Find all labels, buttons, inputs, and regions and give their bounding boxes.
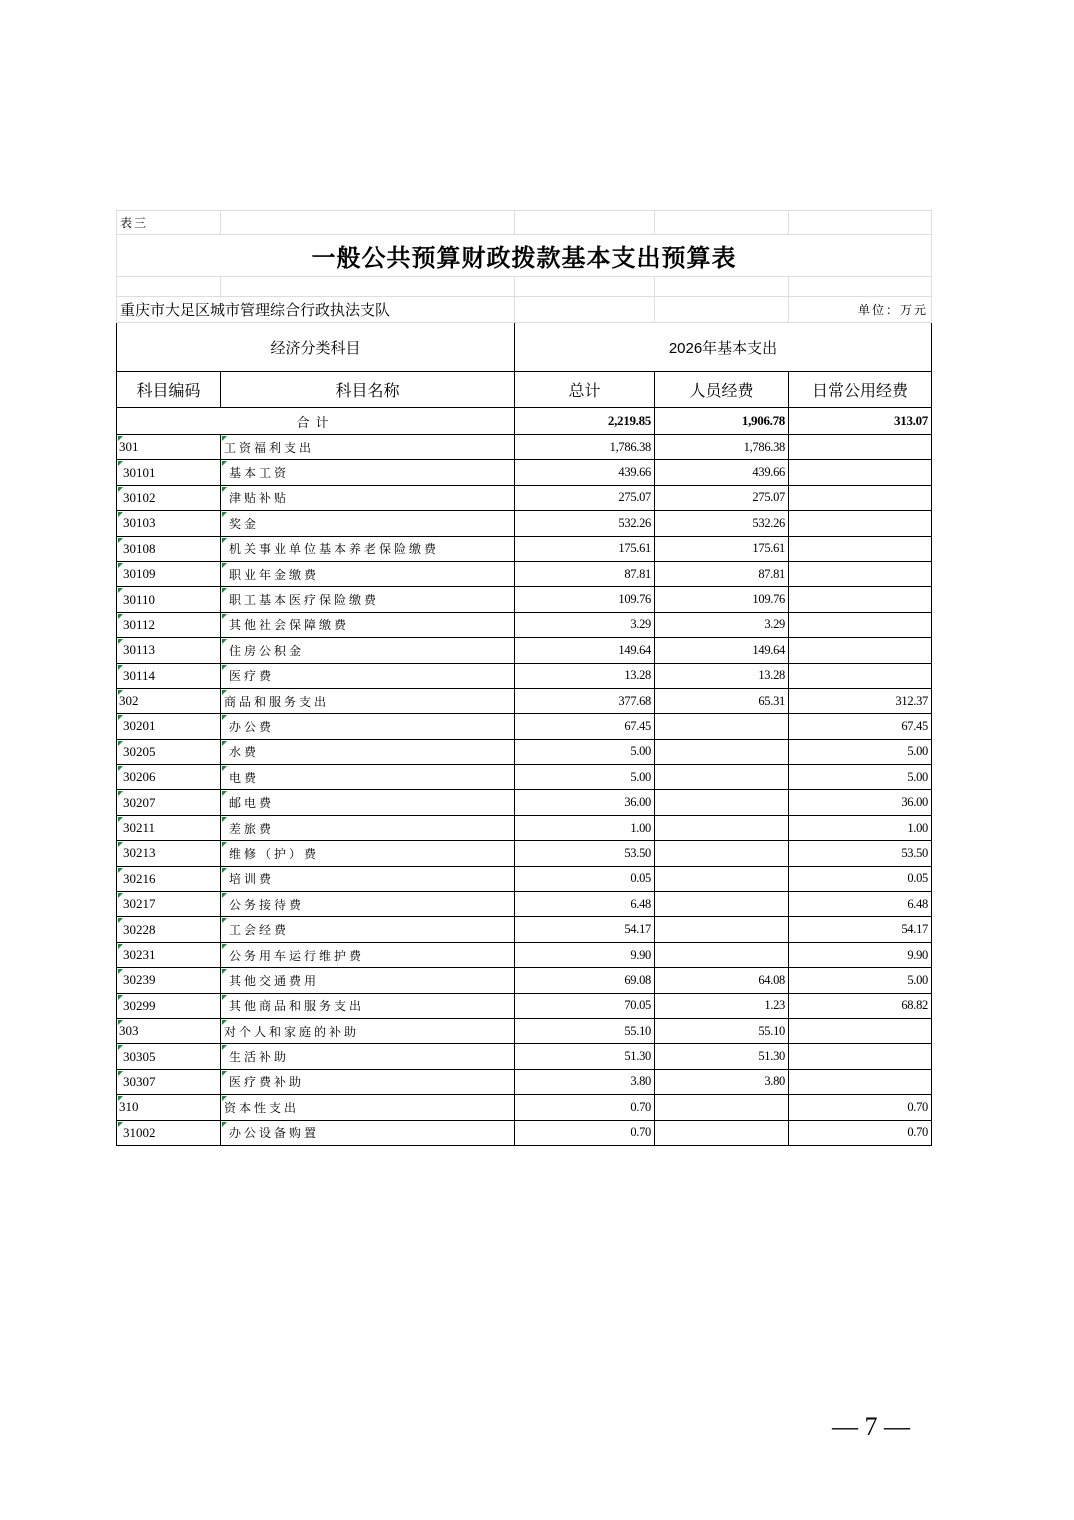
table-row <box>117 765 932 790</box>
row-public: 0.70 <box>789 1095 932 1120</box>
header-name: 科目名称 <box>221 372 515 408</box>
table-row <box>117 688 932 713</box>
row-name: 其他交通费用 <box>221 968 515 993</box>
row-name: 工资福利支出 <box>221 435 515 460</box>
row-total: 0.70 <box>515 1120 655 1145</box>
header-public: 日常公用经费 <box>789 372 932 408</box>
row-total: 3.29 <box>515 612 655 637</box>
table-row <box>117 1095 932 1120</box>
row-total: 9.90 <box>515 942 655 967</box>
row-public <box>789 511 932 536</box>
row-name: 住房公积金 <box>221 638 515 663</box>
row-total: 55.10 <box>515 1018 655 1043</box>
row-code: 30305 <box>117 1044 221 1069</box>
unit-label: 单位：万元 <box>789 297 932 323</box>
row-personnel: 65.31 <box>655 688 789 713</box>
row-personnel: 51.30 <box>655 1044 789 1069</box>
row-total: 5.00 <box>515 765 655 790</box>
row-total: 67.45 <box>515 714 655 739</box>
header-code: 科目编码 <box>117 372 221 408</box>
row-code: 30113 <box>117 638 221 663</box>
table-row <box>117 1018 932 1043</box>
row-public <box>789 1069 932 1094</box>
table-row <box>117 511 932 536</box>
row-code: 30201 <box>117 714 221 739</box>
row-public <box>789 485 932 510</box>
row-personnel <box>655 892 789 917</box>
row-personnel <box>655 1095 789 1120</box>
row-public: 5.00 <box>789 739 932 764</box>
row-personnel: 175.61 <box>655 536 789 561</box>
row-code: 30101 <box>117 460 221 485</box>
row-code: 30211 <box>117 815 221 840</box>
row-personnel: 275.07 <box>655 485 789 510</box>
row-total: 70.05 <box>515 993 655 1018</box>
table-row <box>117 536 932 561</box>
page-title: 一般公共预算财政拨款基本支出预算表 <box>117 235 932 277</box>
row-total: 275.07 <box>515 485 655 510</box>
table-row <box>117 460 932 485</box>
total-personnel: 1,906.78 <box>655 408 789 435</box>
row-code: 30231 <box>117 942 221 967</box>
row-personnel <box>655 815 789 840</box>
row-code: 30110 <box>117 587 221 612</box>
table-row <box>117 841 932 866</box>
row-name: 商品和服务支出 <box>221 688 515 713</box>
header-total: 总计 <box>515 372 655 408</box>
header-year-basic: 2026年基本支出 <box>515 323 932 372</box>
row-personnel: 1,786.38 <box>655 435 789 460</box>
row-code: 30228 <box>117 917 221 942</box>
budget-sheet <box>116 210 931 1146</box>
row-personnel: 55.10 <box>655 1018 789 1043</box>
row-code: 303 <box>117 1018 221 1043</box>
row-total: 54.17 <box>515 917 655 942</box>
row-name: 职工基本医疗保险缴费 <box>221 587 515 612</box>
table-row <box>117 892 932 917</box>
row-personnel: 64.08 <box>655 968 789 993</box>
row-total: 0.05 <box>515 866 655 891</box>
row-name: 公务用车运行维护费 <box>221 942 515 967</box>
row-public: 9.90 <box>789 942 932 967</box>
row-code: 30114 <box>117 663 221 688</box>
table-row <box>117 739 932 764</box>
row-public: 0.70 <box>789 1120 932 1145</box>
row-total: 149.64 <box>515 638 655 663</box>
row-name: 培训费 <box>221 866 515 891</box>
row-code: 30299 <box>117 993 221 1018</box>
row-total: 109.76 <box>515 587 655 612</box>
row-name: 办公设备购置 <box>221 1120 515 1145</box>
row-personnel: 3.80 <box>655 1069 789 1094</box>
budget-table <box>116 210 932 1146</box>
row-code: 30205 <box>117 739 221 764</box>
row-name: 医疗费 <box>221 663 515 688</box>
table-row <box>117 714 932 739</box>
header-econ-class: 经济分类科目 <box>117 323 515 372</box>
row-total: 36.00 <box>515 790 655 815</box>
row-code: 30112 <box>117 612 221 637</box>
row-total: 3.80 <box>515 1069 655 1094</box>
row-personnel: 439.66 <box>655 460 789 485</box>
row-public: 312.37 <box>789 688 932 713</box>
row-public: 67.45 <box>789 714 932 739</box>
row-code: 31002 <box>117 1120 221 1145</box>
row-code: 302 <box>117 688 221 713</box>
total-total: 2,219.85 <box>515 408 655 435</box>
table-tag: 表三 <box>117 211 221 235</box>
total-row <box>117 408 932 435</box>
row-total: 51.30 <box>515 1044 655 1069</box>
table-row <box>117 1069 932 1094</box>
page-number: — 7 — <box>832 1412 910 1441</box>
table-row <box>117 815 932 840</box>
row-total: 439.66 <box>515 460 655 485</box>
row-name: 对个人和家庭的补助 <box>221 1018 515 1043</box>
row-personnel: 109.76 <box>655 587 789 612</box>
row-public: 6.48 <box>789 892 932 917</box>
table-row <box>117 1044 932 1069</box>
row-personnel <box>655 765 789 790</box>
row-code: 30213 <box>117 841 221 866</box>
row-personnel <box>655 790 789 815</box>
row-name: 津贴补贴 <box>221 485 515 510</box>
row-personnel: 87.81 <box>655 561 789 586</box>
row-public <box>789 536 932 561</box>
table-row <box>117 612 932 637</box>
table-row <box>117 663 932 688</box>
table-row <box>117 561 932 586</box>
row-public <box>789 1018 932 1043</box>
row-total: 1,786.38 <box>515 435 655 460</box>
row-total: 175.61 <box>515 536 655 561</box>
row-total: 0.70 <box>515 1095 655 1120</box>
row-personnel: 532.26 <box>655 511 789 536</box>
row-name: 工会经费 <box>221 917 515 942</box>
row-code: 30216 <box>117 866 221 891</box>
table-row <box>117 942 932 967</box>
row-public <box>789 435 932 460</box>
row-personnel: 1.23 <box>655 993 789 1018</box>
row-personnel: 149.64 <box>655 638 789 663</box>
row-name: 公务接待费 <box>221 892 515 917</box>
row-name: 医疗费补助 <box>221 1069 515 1094</box>
table-row <box>117 866 932 891</box>
row-public: 68.82 <box>789 993 932 1018</box>
row-total: 1.00 <box>515 815 655 840</box>
row-code: 30207 <box>117 790 221 815</box>
row-name: 基本工资 <box>221 460 515 485</box>
row-personnel: 3.29 <box>655 612 789 637</box>
row-total: 53.50 <box>515 841 655 866</box>
table-row <box>117 638 932 663</box>
row-name: 其他商品和服务支出 <box>221 993 515 1018</box>
row-public <box>789 561 932 586</box>
row-code: 30103 <box>117 511 221 536</box>
table-row <box>117 485 932 510</box>
table-row <box>117 587 932 612</box>
table-row <box>117 1120 932 1145</box>
row-public: 5.00 <box>789 765 932 790</box>
row-code: 310 <box>117 1095 221 1120</box>
row-public: 1.00 <box>789 815 932 840</box>
row-code: 30108 <box>117 536 221 561</box>
row-personnel <box>655 942 789 967</box>
row-name: 邮电费 <box>221 790 515 815</box>
row-personnel <box>655 917 789 942</box>
row-total: 69.08 <box>515 968 655 993</box>
row-total: 6.48 <box>515 892 655 917</box>
row-public <box>789 663 932 688</box>
row-public <box>789 638 932 663</box>
row-public <box>789 612 932 637</box>
row-total: 5.00 <box>515 739 655 764</box>
row-code: 30206 <box>117 765 221 790</box>
row-personnel <box>655 866 789 891</box>
row-personnel <box>655 714 789 739</box>
row-public: 54.17 <box>789 917 932 942</box>
table-row <box>117 993 932 1018</box>
row-name: 生活补助 <box>221 1044 515 1069</box>
row-code: 30217 <box>117 892 221 917</box>
row-personnel <box>655 841 789 866</box>
row-code: 30307 <box>117 1069 221 1094</box>
row-public <box>789 460 932 485</box>
row-code: 30109 <box>117 561 221 586</box>
table-row <box>117 790 932 815</box>
table-row <box>117 917 932 942</box>
row-total: 87.81 <box>515 561 655 586</box>
row-name: 电费 <box>221 765 515 790</box>
row-name: 水费 <box>221 739 515 764</box>
row-total: 532.26 <box>515 511 655 536</box>
row-total: 13.28 <box>515 663 655 688</box>
row-personnel <box>655 739 789 764</box>
row-public: 5.00 <box>789 968 932 993</box>
table-row <box>117 435 932 460</box>
row-name: 差旅费 <box>221 815 515 840</box>
row-name: 其他社会保障缴费 <box>221 612 515 637</box>
row-code: 301 <box>117 435 221 460</box>
row-public: 36.00 <box>789 790 932 815</box>
row-name: 办公费 <box>221 714 515 739</box>
row-personnel: 13.28 <box>655 663 789 688</box>
row-public <box>789 1044 932 1069</box>
org-name: 重庆市大足区城市管理综合行政执法支队 <box>117 297 515 323</box>
row-name: 奖金 <box>221 511 515 536</box>
total-public: 313.07 <box>789 408 932 435</box>
header-personnel: 人员经费 <box>655 372 789 408</box>
row-name: 资本性支出 <box>221 1095 515 1120</box>
row-name: 职业年金缴费 <box>221 561 515 586</box>
row-code: 30102 <box>117 485 221 510</box>
row-name: 维修（护）费 <box>221 841 515 866</box>
row-total: 377.68 <box>515 688 655 713</box>
row-public: 0.05 <box>789 866 932 891</box>
row-code: 30239 <box>117 968 221 993</box>
total-label: 合计 <box>117 408 515 435</box>
row-personnel <box>655 1120 789 1145</box>
row-public: 53.50 <box>789 841 932 866</box>
row-name: 机关事业单位基本养老保险缴费 <box>221 536 515 561</box>
row-public <box>789 587 932 612</box>
table-row <box>117 968 932 993</box>
